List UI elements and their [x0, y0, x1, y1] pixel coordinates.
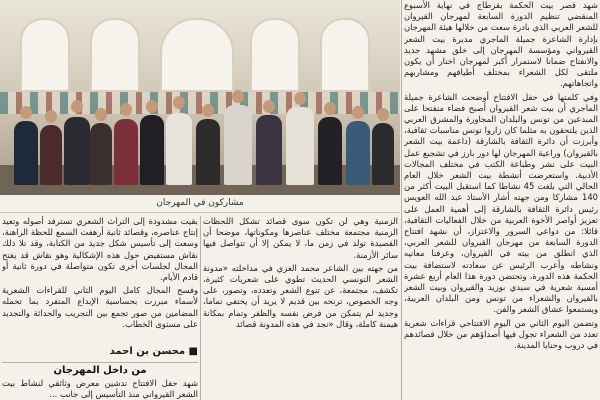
arch-decoration	[320, 18, 370, 92]
article-column-left	[2, 216, 198, 346]
arch-decoration	[90, 18, 140, 92]
paragraph: وفي كلمتها في حفل الافتتاح أوضحت الشاعرة جميلة الماجري أن بيت شعر القيروان أصبح فضاء منفتحا على المبدعين من تونس والبلدان المجاورة والمشرق العربي الذين يلتحقون به مثلما كان زاروا تونس مناسبات ثقافية، وأبرزت أن دائرة الثقافة بالشارقة (داعمة بيت الشعر بالقيروان) وراعية المهرجان لها دور بارز في تشجيع عمل البيت على نشر وطباعة الكتب في مختلف المجالات الأدبية. واستعرضت أنشطة بيت الشعر خلال العام الحالي التي بلغت 45 نشاطا كما استقبل البيت أكثر من 140 مشاركا ومن جهته أشار الأستاذ عبد الله العويس رئيس دائرة الثقافة بالشارقة إلى أهمية العمل على تعزيز أواصر الأخوة العربية من خلال الفعاليات الثقافية، قائلا: من دواعي السرور والاعتزاز، أن نشهد افتتاح الدورة السابعة من مهرجان القيروان للشعر العربي، الذي انطلق من بيته في القيروان، وعرفنا معانيه ونشاطه وأعرب الرئيس عن سعادته لاستضافة بيت الحكمة هذه الدورة، وتحتضن دورة هذا العام أربع عشرة أمسية شعرية في سيدي بوزيد والقيروان وبيت الشعر بالقيروان والشعراء من تونس ومن البلدان العربية، ويستمعوا عشاق الشعر والفن.	[404, 91, 598, 315]
article-column-middle	[203, 216, 398, 400]
tile-band	[0, 92, 400, 114]
paragraph: وفسح المجال كامل اليوم الثاني للقراءات الشعرية لأسماء مبرزت بحساسية الإبداع المتفرد بما تحمله المضامين من صور تجمع بين التجريب والحداثة والتجديد على مستوى الخطاب.	[2, 285, 198, 329]
column-divider	[200, 216, 201, 400]
paragraph: وتضمن اليوم الثاني من اليوم الافتتاحي قراءات شعرية تعدد من الشعراء تجول فيها أصداؤهم من خلال قصائدهم في دروب وحنايا المدينة.	[404, 317, 598, 351]
photo-caption: مشاركون في المهرجان	[0, 198, 400, 213]
arch-decoration	[250, 18, 300, 92]
column-divider	[401, 0, 402, 400]
paragraph: بقيت مشدودة إلى التراث الشعري تسترفد أصوله وتعيد إنتاج عناصره، وقصائد ثانية أرهفت السمع للحظة الراهنة، وسعت إلى تأسيس شكل جديد من الكتابة، وقد تلا ذلك نقاش مستفيض حول هذه الإشكالية وهو نقاش قد يفتح المجال لجلسات أخرى تكون متواصلة في دورة ثانية أو قادم الأيام.	[2, 216, 198, 283]
author-byline: ■ محسن بن احمد	[109, 346, 198, 357]
arch-decoration	[20, 18, 70, 92]
event-photo	[0, 0, 400, 195]
article-column-right	[404, 0, 598, 400]
paragraph: من جهته بين الشاعر محمد الغزي في مداخلته «مدونة الشعر التونسي الحديث تطوي على شعريات كثيرة، تكشف، مجتمعة، عن تنوع الشعر وتعدده، وتصور، على وجه الخصوص، ترنحه بين قديم لا يريد أن يختفي تماما، وجديد لم يتمكن من فرض نفسه والظفر وتمام بمكانة هيمنة كاملة، وقال «نجد في هذه المدونة قصائد	[203, 262, 398, 329]
paragraph: شهد قصر بيت الحكمة بقرطاج في نهاية الأسبوع المنقضي تنظيم الدورة السابعة لمهرجان القيروان للشعر العربي الذي بادرة سعت من خلالها هيئة المهرجان بإدارة الشاعرة جميلة الماجري مديرة بيت الشعر القيرواني ومؤسسة المهرجان إلى خلق مشهد جديد والانفتاح ضمانا لاستمرار أكبر لمهرجان اختار أن يكون ملتقى لكل الشعراء بمختلف أطيافهم ومشاربهم واتجاهاتهم.	[404, 0, 598, 89]
section-subheading: من داخل المهرجان	[2, 362, 198, 376]
paragraph: شهد حفل الافتتاح تدشين معرض وثائقي لنشاط بيت الشعر القيرواني منذ التأسيس إلى جانب ...	[2, 378, 198, 399]
paragraph: الزمنية وهي لن تكون سوى قصائد تشكل اللحظات الزمنية مجتمعة مختلف عناصرها ومكوناتها، موضحا أن القصيدة تولد في زمن ما، لا يمكن إلا أن تتواصل فيها سائر الأزمنة.	[203, 216, 398, 260]
arch-decoration	[160, 18, 234, 92]
